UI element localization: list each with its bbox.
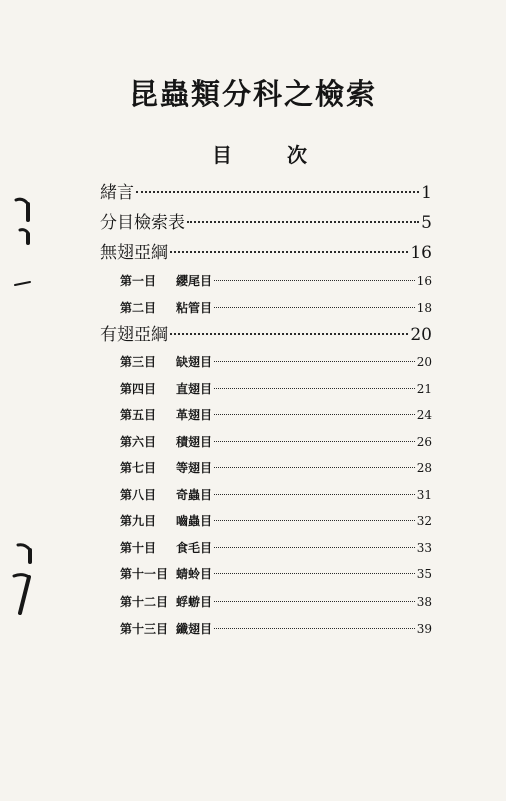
toc-page-number: 31	[416, 488, 432, 502]
dot-leader	[214, 601, 415, 602]
dot-leader	[214, 280, 415, 281]
toc-order-name: 纖翅目	[176, 622, 213, 636]
toc-entry-title: 有翅亞綱	[100, 325, 168, 345]
toc-entry-introduction[interactable]	[100, 180, 432, 206]
toc-heading: 目 次	[212, 143, 331, 167]
dot-leader	[170, 251, 408, 253]
dot-leader	[214, 307, 415, 308]
dot-leader	[136, 191, 419, 193]
dot-leader	[214, 414, 415, 415]
toc-order-number: 第十一目	[120, 567, 169, 581]
dot-leader	[214, 494, 415, 495]
toc-page-number: 28	[416, 461, 432, 475]
toc-page-number: 35	[416, 567, 432, 581]
toc-order-name: 粘管目	[176, 301, 213, 315]
toc-entry-order-11[interactable]	[120, 564, 432, 584]
dot-leader	[214, 547, 415, 548]
toc-order-number: 第十目	[120, 541, 157, 555]
toc-page-number: 24	[416, 408, 432, 422]
dot-leader	[214, 361, 415, 362]
dot-leader	[214, 573, 415, 574]
dot-leader	[214, 388, 415, 389]
toc-entry-order-9[interactable]	[120, 511, 432, 531]
toc-entry-title: 分目檢索表	[100, 213, 185, 233]
dot-leader	[214, 467, 415, 468]
toc-entry-order-6[interactable]	[120, 432, 432, 452]
toc-page-number: 38	[416, 595, 432, 609]
toc-entry-key-to-orders[interactable]	[100, 210, 432, 236]
toc-order-number: 第一目	[120, 274, 157, 288]
toc-entry-order-8[interactable]	[120, 485, 432, 505]
dot-leader	[214, 441, 415, 442]
toc-order-number: 第二目	[120, 301, 157, 315]
toc-order-name: 直翅目	[176, 382, 213, 396]
dot-leader	[214, 628, 415, 629]
toc-page-number: 39	[416, 622, 432, 636]
toc-entry-order-10[interactable]	[120, 538, 432, 558]
toc-order-number: 第六目	[120, 435, 157, 449]
toc-page-number: 18	[416, 301, 432, 315]
toc-entry-order-5[interactable]	[120, 405, 432, 425]
toc-entry-pterygota[interactable]	[100, 322, 432, 348]
toc-page-number: 20	[416, 355, 432, 369]
toc-order-number: 第十三目	[120, 622, 169, 636]
toc-entry-order-3[interactable]	[120, 352, 432, 372]
toc-page-number: 16	[416, 274, 432, 288]
toc-order-name: 奇蟲目	[176, 488, 213, 502]
toc-entry-apterygota[interactable]	[100, 240, 432, 266]
toc-order-number: 第七目	[120, 461, 157, 475]
toc-order-name: 等翅目	[176, 461, 213, 475]
toc-entry-order-7[interactable]	[120, 458, 432, 478]
toc-entry-order-4[interactable]	[120, 379, 432, 399]
toc-entry-order-1[interactable]	[120, 271, 432, 291]
toc-order-name: 缺翅目	[176, 355, 213, 369]
toc-page-number: 5	[421, 213, 432, 233]
toc-entry-order-13[interactable]	[120, 619, 432, 639]
toc-order-name: 嚙蟲目	[176, 514, 213, 528]
toc-order-name: 纓尾目	[176, 274, 213, 288]
toc-entry-title: 緒言	[100, 183, 134, 203]
toc-order-name: 食毛目	[176, 541, 213, 555]
toc-entry-title: 無翅亞綱	[100, 243, 168, 263]
toc-page-number: 33	[416, 541, 432, 555]
toc-order-number: 第十二目	[120, 595, 169, 609]
toc-order-name: 蜻蛉目	[176, 567, 213, 581]
toc-order-number: 第九目	[120, 514, 157, 528]
toc-page-number: 21	[416, 382, 432, 396]
binding-mark-lower	[8, 541, 36, 619]
toc-page-number: 16	[410, 243, 432, 263]
dot-leader	[187, 221, 419, 223]
toc-page-number: 26	[416, 435, 432, 449]
toc-order-number: 第八目	[120, 488, 157, 502]
toc-order-number: 第三目	[120, 355, 157, 369]
toc-entry-order-2[interactable]	[120, 298, 432, 318]
toc-order-name: 積翅目	[176, 435, 213, 449]
toc-order-name: 蜉蝣目	[176, 595, 213, 609]
page-title: 昆蟲類分科之檢索	[128, 77, 377, 111]
toc-order-number: 第五目	[120, 408, 157, 422]
dot-leader	[214, 520, 415, 521]
toc-page-number: 20	[410, 325, 432, 345]
toc-order-number: 第四目	[120, 382, 157, 396]
toc-entry-order-12[interactable]	[120, 592, 432, 612]
toc-order-name: 革翅目	[176, 408, 213, 422]
toc-page-number: 1	[421, 183, 432, 203]
toc-page-number: 32	[416, 514, 432, 528]
dot-leader	[170, 333, 408, 335]
binding-mark-upper	[10, 196, 34, 288]
